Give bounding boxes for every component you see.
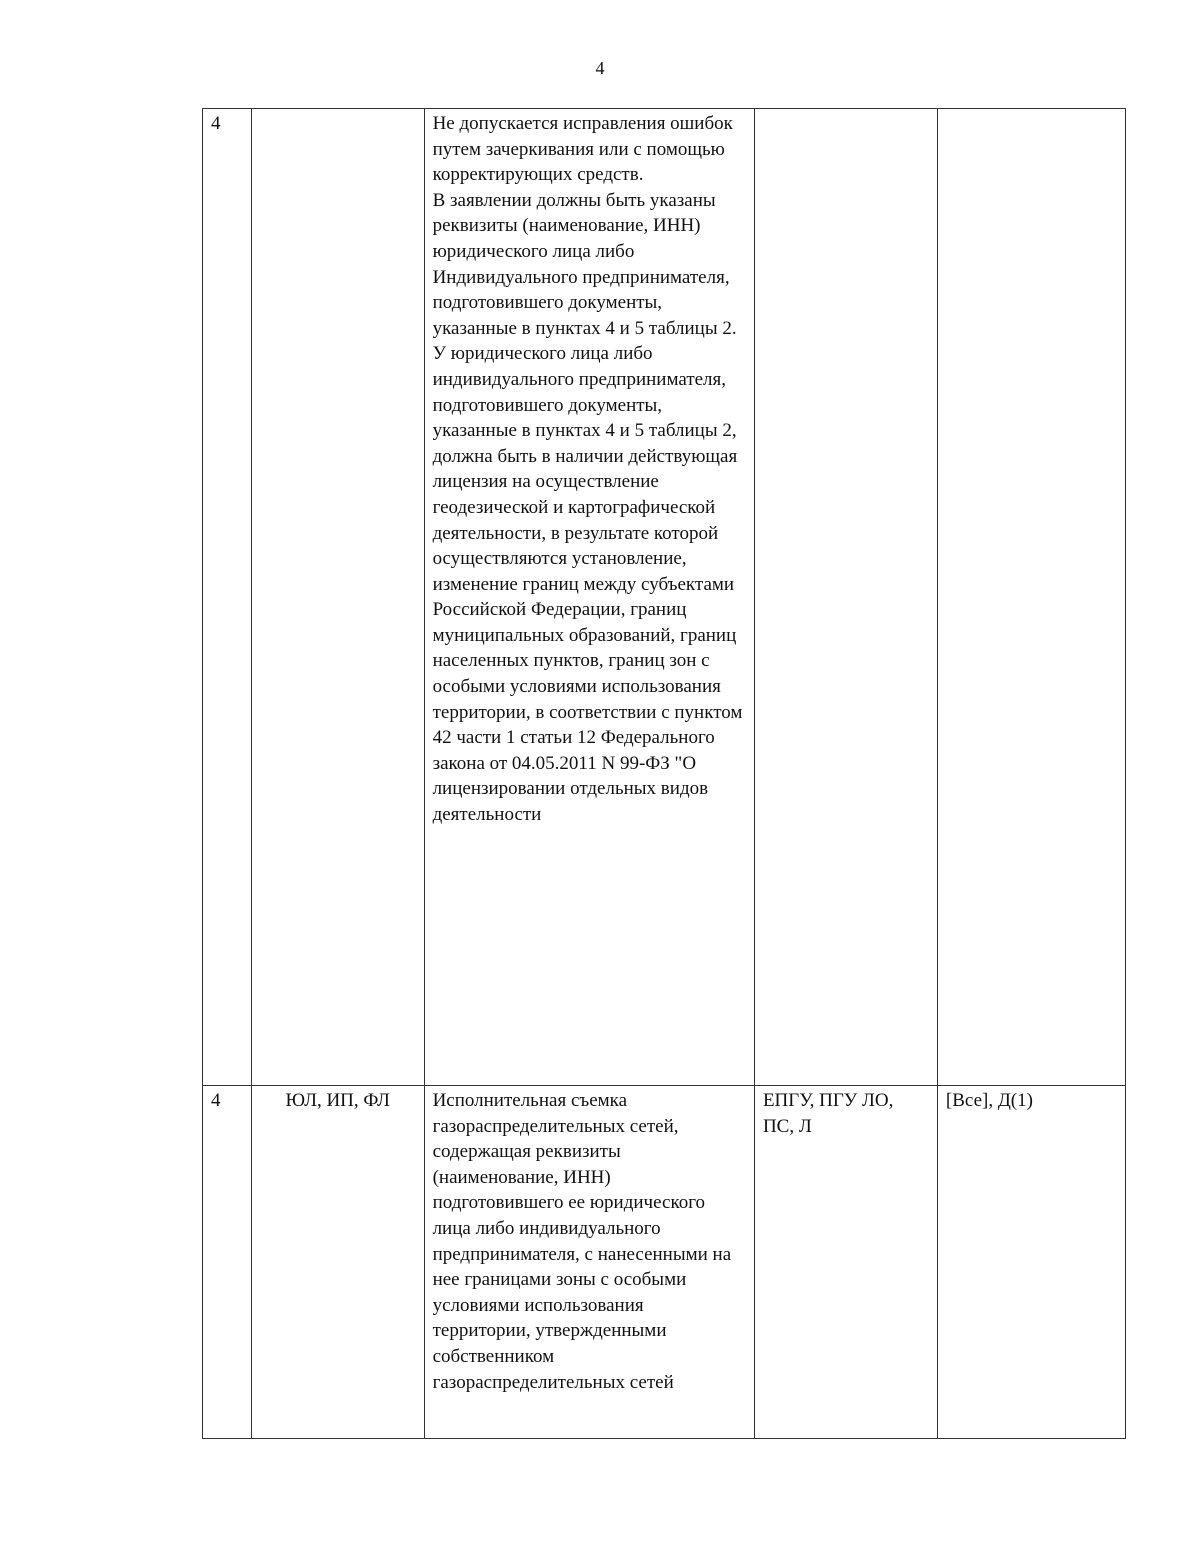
document-codes-cell	[937, 109, 1125, 1086]
requirement-paragraph: Не допускается исправления ошибок путем зачеркивания или с помощью корректирующих средств.	[432, 113, 733, 186]
row-number-cell: 4	[203, 109, 252, 1086]
submission-channels-cell	[754, 109, 937, 1086]
requirements-cell	[424, 109, 754, 1086]
applicant-category-cell	[251, 109, 424, 1086]
document-table	[202, 108, 1126, 1439]
requirements-cell	[424, 1086, 754, 1439]
page-number: 4	[595, 58, 605, 78]
submission-channels-cell: ЕПГУ, ПГУ ЛО, ПС, Л	[754, 1086, 937, 1439]
document-codes-cell: [Все], Д(1)	[937, 1086, 1125, 1439]
applicant-category-cell: ЮЛ, ИП, ФЛ	[251, 1086, 424, 1439]
table-row	[203, 109, 1126, 1086]
requirement-paragraph: У юридического лица либо индивидуального предпринимателя, подготовившего документы, указанные в пунктах 4 и 5 таблицы 2, должна быть в наличии действующая лицензия на осуществление геодезической и картографической деятельности, в результате которой осуществляются установление, изменение границ между субъектами Российской Федерации, границ муниципальных образований, границ населенных пунктов, границ зон с особыми условиями использования территории, в соответствии с пунктом 42 части 1 статьи 12 Федерального закона от 04.05.2011 N 99-ФЗ "О лицензировании отдельных видов деятельности	[432, 343, 743, 826]
requirement-paragraph: Исполнительная съемка газораспределительных сетей, содержащая реквизиты (наименование, ИНН) подготовившего ее юридического лица либо индивидуального предпринимателя, с нанесенными на нее границами зоны с особыми условиями использования территории, утвержденными собственником газораспределительных сетей	[432, 1090, 732, 1393]
row-number-cell: 4	[203, 1086, 252, 1439]
requirement-paragraph: В заявлении должны быть указаны реквизиты (наименование, ИНН) юридического лица либо Индивидуального предпринимателя, подготовившего документы, указанные в пунктах 4 и 5 таблицы 2.	[432, 189, 737, 339]
table-row	[203, 1086, 1126, 1439]
